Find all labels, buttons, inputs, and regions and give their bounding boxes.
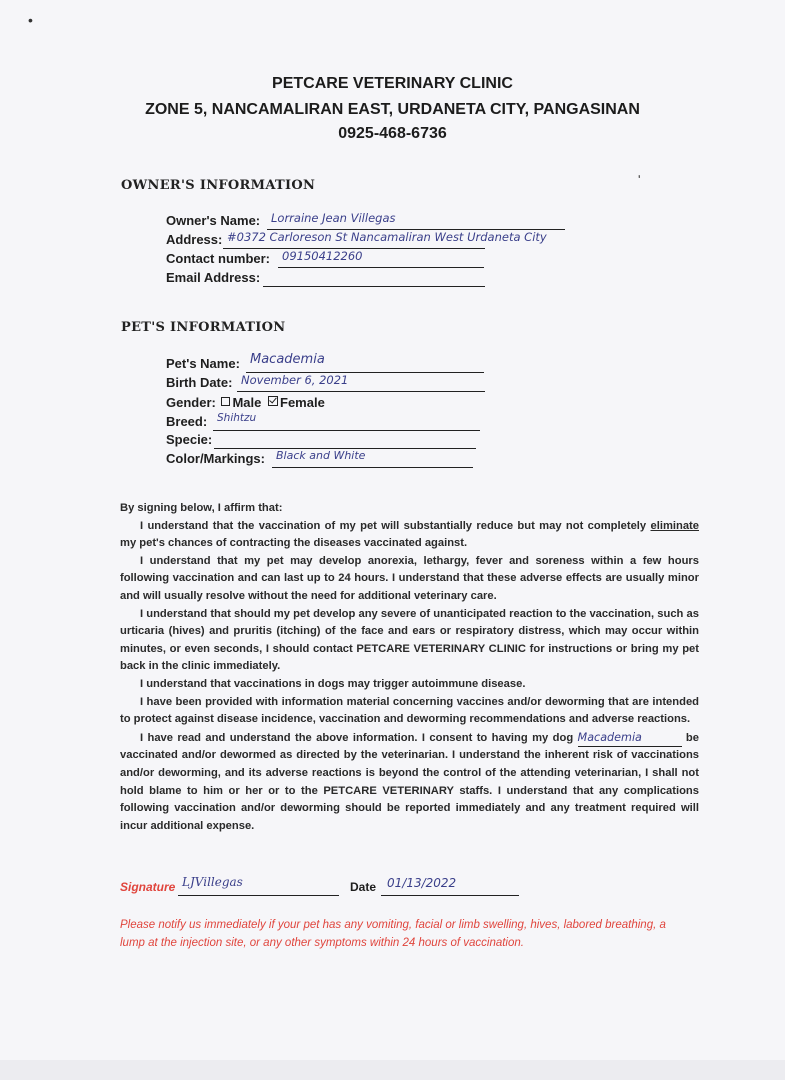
pet-breed-label: Breed: <box>166 414 208 429</box>
date-value: 01/13/2022 <box>387 876 457 890</box>
owner-address-label: Address: <box>166 232 223 247</box>
consent-p1-text-end: my pet's chances of contracting the diseases vaccinated against. <box>120 537 468 550</box>
pet-color-value: Black and White <box>276 449 366 462</box>
owner-contact-value: 09150412260 <box>282 249 363 263</box>
consent-p1-text: I understand that the vaccination of my pet will substantially reduce but may not completely <box>140 519 651 532</box>
signature-field[interactable] <box>178 875 339 896</box>
owner-email-field[interactable] <box>263 270 485 287</box>
consent-p6-text-end: be vaccinated and/or dewormed as directed by the veterinarian. I understand the inherent risk of vaccinations and/or deworming, and its adverse reactions is beyond the control of the attending veterinarian, I shall not hold blame to him or her or to the PETCARE VETERINARY staffs. I understand that any complications following vaccination and/or deworming should be reported immediately and any treatment required will incur additional expense. <box>120 731 699 832</box>
consent-intro: By signing below, I affirm that: <box>120 502 283 514</box>
owner-contact-label: Contact number: <box>166 251 270 266</box>
pet-name-label: Pet's Name: <box>166 356 240 371</box>
consent-paragraph-4: I understand that vaccinations in dogs may trigger autoimmune disease. <box>140 677 526 690</box>
pet-birth-field[interactable] <box>237 375 485 392</box>
signature-label: Signature <box>120 880 176 894</box>
consent-paragraph-6 <box>120 729 699 836</box>
consent-p1-underlined: eliminate <box>650 519 699 532</box>
owner-section-title: OWNER'S INFORMATION <box>121 178 316 193</box>
pet-name-value: Macademia <box>250 352 325 367</box>
pet-specie-field[interactable] <box>214 432 476 449</box>
pet-name-field[interactable] <box>246 352 484 373</box>
clinic-address: ZONE 5, NANCAMALIRAN EAST, URDANETA CITY, PANGASINAN <box>145 101 640 118</box>
female-label: Female <box>280 395 325 410</box>
owner-name-value: Lorraine Jean Villegas <box>271 211 396 225</box>
date-field[interactable] <box>381 876 519 896</box>
pet-gender-label: Gender: <box>166 395 216 410</box>
female-checkbox[interactable] <box>268 396 278 406</box>
pet-birth-row <box>166 373 349 393</box>
pet-color-row <box>166 449 366 469</box>
consent-pet-name-field[interactable]: Macademia <box>578 729 682 748</box>
pen-mark: ʹ <box>638 172 641 187</box>
owner-contact-field[interactable] <box>278 251 484 268</box>
scan-edge <box>0 1060 785 1080</box>
consent-paragraph-1 <box>120 518 699 553</box>
pet-name-row <box>166 352 325 374</box>
consent-section <box>120 500 699 835</box>
pet-breed-field[interactable] <box>213 414 480 431</box>
owner-address-value: #0372 Carloreson St Nancamaliran West Urdaneta City <box>227 230 547 244</box>
pet-color-label: Color/Markings: <box>166 451 265 466</box>
pet-specie-row <box>166 432 212 450</box>
owner-address-field[interactable] <box>223 230 547 249</box>
signature-value: LJVillegas <box>182 875 243 889</box>
pet-birth-label: Birth Date: <box>166 375 233 390</box>
owner-name-field[interactable] <box>267 213 565 230</box>
male-label: Male <box>232 395 262 410</box>
pet-gender-row <box>166 395 325 413</box>
owner-email-label: Email Address: <box>166 270 261 285</box>
pet-birth-value: November 6, 2021 <box>241 373 349 387</box>
pet-breed-value: Shihtzu <box>217 412 257 424</box>
consent-paragraph-5: I have been provided with information material concerning vaccines and/or deworming that are intended to protect against disease incidence, vaccination and deworming recommendations and adverse reactions. <box>120 695 699 726</box>
consent-paragraph-2: I understand that my pet may develop anorexia, lethargy, fever and soreness within a few hours following vaccination and can last up to 24 hours. I understand that these adverse effects are usually minor and will usually resolve without the need for additional veterinary care. <box>120 554 699 602</box>
clinic-name: PETCARE VETERINARY CLINIC <box>272 75 513 92</box>
owner-name-row <box>166 211 396 231</box>
pet-section-title: PET'S INFORMATION <box>121 320 286 335</box>
clinic-phone: 0925-468-6736 <box>338 125 447 142</box>
consent-p6-text: I have read and understand the above information. I consent to having my dog <box>140 731 578 744</box>
owner-name-label: Owner's Name: <box>166 213 261 228</box>
owner-contact-row <box>166 249 363 269</box>
pet-breed-row <box>166 412 257 432</box>
date-label: Date <box>350 880 377 894</box>
pet-specie-label: Specie: <box>166 432 213 447</box>
notice-text: Please notify us immediately if your pet has any vomiting, facial or limb swelling, hives, labored breathing, a lump at the injection site, or any other symptoms within 24 hours of vaccination. <box>120 919 666 949</box>
consent-paragraph-3: I understand that should my pet develop any severe of unanticipated reaction to the vaccination, such as urticaria (hives) and pruritis (itching) of the face and ears or respiratory distress, which may occur within minutes, or even seconds, I should contact PETCARE VETERINARY CLINIC for instructions or bring my pet back in the clinic immediately. <box>120 607 699 673</box>
owner-email-row <box>166 270 260 288</box>
owner-address-row <box>166 230 547 250</box>
scan-speck: • <box>28 12 33 28</box>
pet-color-field[interactable] <box>272 451 473 468</box>
male-checkbox[interactable] <box>221 397 230 406</box>
